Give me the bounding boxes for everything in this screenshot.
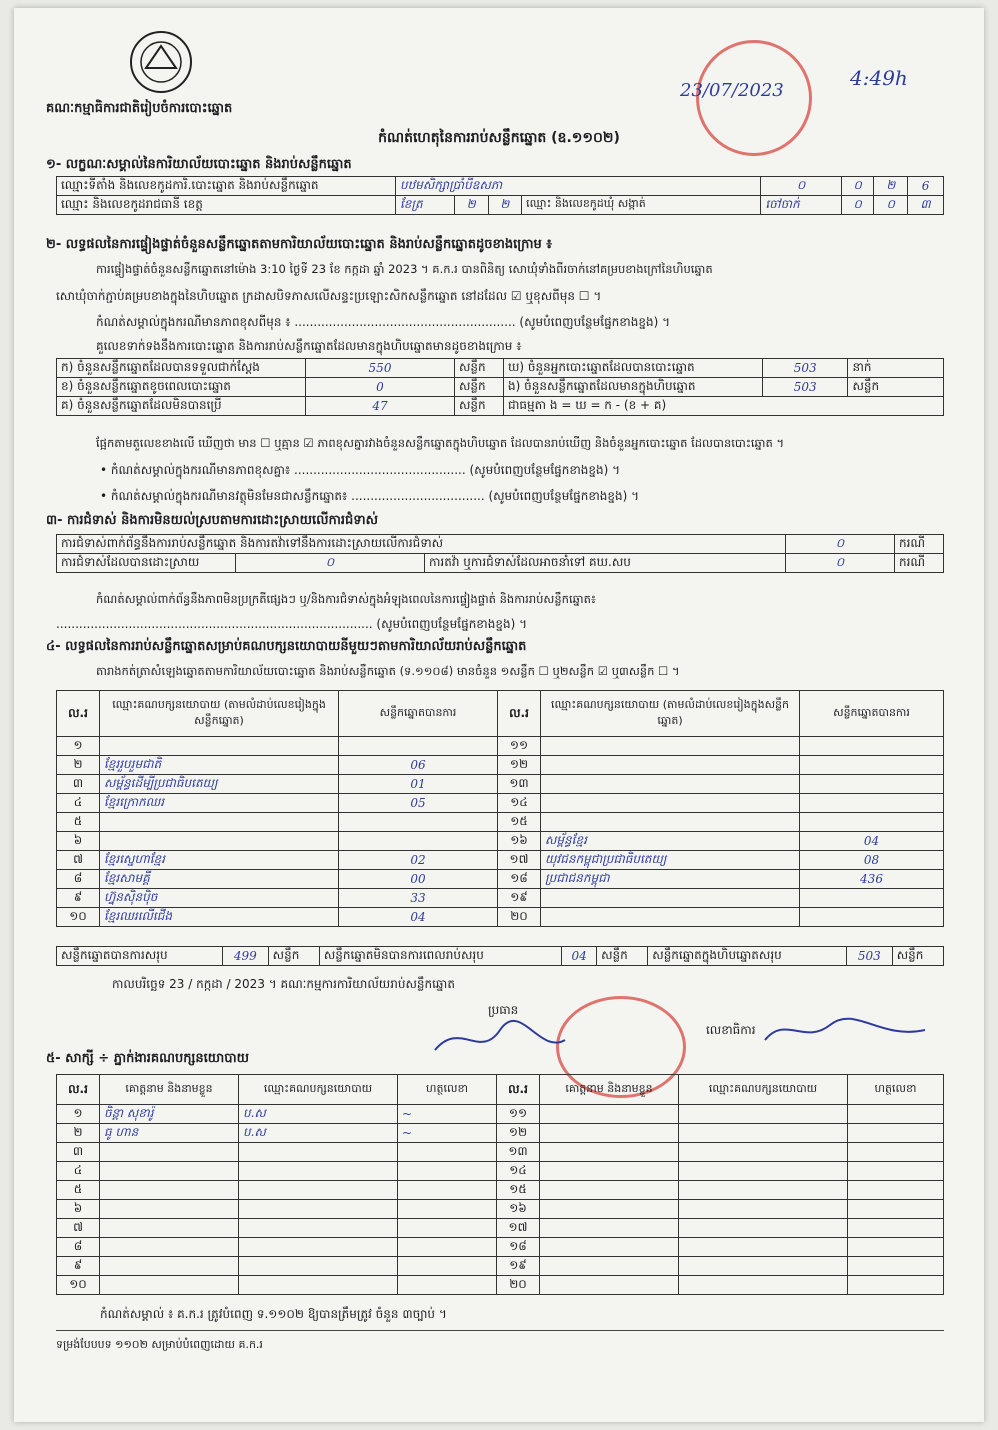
vote-count: 04 xyxy=(800,832,944,851)
unit-label: សន្លឹក xyxy=(455,359,504,378)
signature xyxy=(848,1276,944,1295)
unit-label: ករណី xyxy=(895,535,944,554)
row-number: ៥ xyxy=(57,1181,100,1200)
vote-count: 08 xyxy=(800,851,944,870)
party-name: ប្រជាជនកម្ពុជា xyxy=(541,870,800,889)
organization-name: គណៈកម្មាធិការជាតិរៀបចំការបោះឆ្នោត xyxy=(46,101,233,116)
col-name: គោត្តនាម និងនាមខ្លួន xyxy=(540,1075,679,1105)
witness-name xyxy=(100,1200,239,1219)
party-name xyxy=(541,813,800,832)
total-invalid-value: 04 xyxy=(562,947,597,966)
objection-label: ការជំទាស់ពាក់ព័ន្ធនឹងការរាប់សន្លឹកឆ្នោត និងការតវ៉ាទៅនឹងការដោះស្រាយលើការជំទាស់ xyxy=(57,535,786,554)
signature xyxy=(848,1219,944,1238)
witness-name xyxy=(540,1143,679,1162)
page-title: កំណត់ហេតុនៃការរាប់សន្លឹកឆ្នោត (ឧ.១១០២) xyxy=(378,130,620,146)
irregularity-note-cont: ................................................................................... (សូមបំពេញបន្ថែមផ្នែកខាងខ្នង) ។ xyxy=(56,617,527,631)
party-name: ហ្វ៊ុនស៊ិនប៉ិច xyxy=(100,889,339,908)
unused-ballots-label: គ) ចំនួនសន្លឹកឆ្នោតដែលមិនបានប្រើ xyxy=(57,397,306,416)
total-box-value: 503 xyxy=(846,947,892,966)
party-name xyxy=(541,756,800,775)
row-number: ១២ xyxy=(498,756,541,775)
row-number: ១៨ xyxy=(498,870,541,889)
row-number: ១៨ xyxy=(497,1238,540,1257)
vote-count xyxy=(339,832,498,851)
party-name xyxy=(679,1200,848,1219)
signature xyxy=(398,1200,497,1219)
vote-count xyxy=(800,737,944,756)
unit-label: សន្លឹក xyxy=(455,378,504,397)
row-number: ១២ xyxy=(497,1124,540,1143)
total-invalid-label: សន្លឹកឆ្នោតមិនបានការពេលរាប់សរុប xyxy=(319,947,561,966)
code-digit: ០ xyxy=(761,177,842,196)
col-sign: ហត្ថលេខា xyxy=(398,1075,497,1105)
figures-table xyxy=(56,358,944,416)
party-name xyxy=(541,737,800,756)
vote-count: 02 xyxy=(339,851,498,870)
verification-note: កំណត់សម្គាល់ក្នុងករណីមានភាពខុសពីមុន ៖ .......................................................... (សូមបំពេញបន្ថែមផ្នែកខាងខ្នង) ។ xyxy=(96,315,670,329)
signature xyxy=(398,1181,497,1200)
row-number: ៨ xyxy=(57,870,100,889)
col-name: គោត្តនាម និងនាមខ្លួន xyxy=(100,1075,239,1105)
row-number: ៤ xyxy=(57,794,100,813)
col-no: ល.រ xyxy=(57,1075,100,1105)
objection-value: ០ xyxy=(786,535,895,554)
party-name xyxy=(100,832,339,851)
party-name xyxy=(239,1219,398,1238)
resolved-value: ០ xyxy=(236,554,425,573)
section-1-heading: ១- លក្ខណៈសម្គាល់នៃការិយាល័យបោះឆ្នោត និងរាប់សន្លឹកឆ្នោត xyxy=(46,157,352,172)
table-row xyxy=(57,756,944,775)
table-row xyxy=(57,813,944,832)
row-number: ៩ xyxy=(57,889,100,908)
witness-name xyxy=(540,1181,679,1200)
witness-name xyxy=(540,1162,679,1181)
witness-name xyxy=(100,1257,239,1276)
party-name xyxy=(239,1143,398,1162)
party-name xyxy=(100,737,339,756)
witness-name xyxy=(540,1238,679,1257)
party-name xyxy=(239,1257,398,1276)
party-name xyxy=(541,775,800,794)
appeal-value: ០ xyxy=(786,554,895,573)
row-number: ២ xyxy=(57,1124,100,1143)
section-3-heading: ៣- ការជំទាស់ និងការមិនយល់ស្របតាមការដោះស្រាយលើការជំទាស់ xyxy=(46,513,378,528)
party-name: សម្ព័ន្ធដើម្បីប្រជាធិបតេយ្យ xyxy=(100,775,339,794)
signature xyxy=(398,1143,497,1162)
signature xyxy=(848,1238,944,1257)
code-digit: ២ xyxy=(874,177,908,196)
witness-table xyxy=(56,1074,944,1295)
vote-count xyxy=(800,794,944,813)
party-name xyxy=(239,1238,398,1257)
unit-label: សន្លឹក xyxy=(892,947,943,966)
row-number: ១៥ xyxy=(497,1181,540,1200)
objections-table xyxy=(56,534,944,573)
party-name xyxy=(679,1105,848,1124)
row-number: ១៣ xyxy=(497,1143,540,1162)
tally-sheet-line: តារាងកត់ត្រាសំឡេងឆ្នោតតាមការិយាល័យបោះឆ្នោត និងរាប់សន្លឹកឆ្នោត (ទ.១១០៨) មានចំនួន ១សន្លឹក ☐ ឬ២សន្លឹក ☑ ឬ៣សន្លឹក ☐ ។ xyxy=(96,664,680,678)
row-number: ១៧ xyxy=(498,851,541,870)
table-row xyxy=(57,889,944,908)
signature xyxy=(398,1219,497,1238)
witness-name xyxy=(540,1124,679,1143)
spoiled-ballots-label: ខ) ចំនួនសន្លឹកឆ្នោតខូចពេលបោះឆ្នោត xyxy=(57,378,306,397)
table-row xyxy=(57,1124,944,1143)
row-number: ១៦ xyxy=(497,1200,540,1219)
party-name: ខ្មែររួបរួមជាតិ xyxy=(100,756,339,775)
witness-name: ធូ ហាន xyxy=(100,1124,239,1143)
row-number: ៧ xyxy=(57,851,100,870)
party-name xyxy=(541,889,800,908)
vote-count: 04 xyxy=(339,908,498,927)
party-name: ខ្មែរសាមគ្គី xyxy=(100,870,339,889)
row-number: ២០ xyxy=(497,1276,540,1295)
witness-name xyxy=(100,1181,239,1200)
signature: ~ xyxy=(398,1105,497,1124)
chair-label: ប្រធាន xyxy=(488,1003,519,1017)
witness-name xyxy=(100,1238,239,1257)
total-box-label: សន្លឹកឆ្នោតក្នុងហិបឆ្នោតសរុប xyxy=(648,947,847,966)
party-name xyxy=(679,1162,848,1181)
ballots-in-box-label: ង) ចំនួនសន្លឹកឆ្នោតដែលមានក្នុងហិបឆ្នោត xyxy=(504,378,763,397)
form-footer: ទម្រង់បែបបទ ១១០២ សម្រាប់បំពេញដោយ គ.ក.រ xyxy=(56,1338,263,1351)
vote-count xyxy=(800,908,944,927)
figures-intro: គួលេខទាក់ទងនឹងការបោះឆ្នោត និងការរាប់សន្លឹកឆ្នោតដែលមានក្នុងហិបឆ្នោតមានដូចខាងក្រោម ៖ xyxy=(96,339,522,353)
party-name: ខ្មែរក្រោកឈរ xyxy=(100,794,339,813)
party-name: សម្ព័ន្ធខ្មែរ xyxy=(541,832,800,851)
appeal-label: ការតវ៉ា ឬការជំទាស់ដែលអាចនាំទៅ គឃ.សប xyxy=(425,554,786,573)
row-number: ១៩ xyxy=(497,1257,540,1276)
voters-label: ឃ) ចំនួនអ្នកបោះឆ្នោតដែលបានបោះឆ្នោត xyxy=(504,359,763,378)
section-4-heading: ៤- លទ្ធផលនៃការរាប់សន្លឹកឆ្នោតសម្រាប់គណបក្សនយោបាយនីមួយៗតាមការិយាល័យរាប់សន្លឹកឆ្នោត xyxy=(46,639,527,654)
date-line: កាលបរិច្ឆេទ 23 / កក្កដា / 2023 ។ គណៈកម្មការការិយាល័យរាប់សន្លឹកឆ្នោត xyxy=(112,977,455,991)
party-name xyxy=(239,1162,398,1181)
table-row xyxy=(57,1238,944,1257)
witness-name xyxy=(540,1257,679,1276)
code-digit: ០ xyxy=(841,177,874,196)
row-number: ៣ xyxy=(57,775,100,794)
row-number: ១១ xyxy=(497,1105,540,1124)
row-number: ១០ xyxy=(57,1276,100,1295)
row-number: ១៤ xyxy=(498,794,541,813)
party-name xyxy=(541,794,800,813)
province-name: ខែត្រ xyxy=(396,196,455,215)
party-name xyxy=(679,1124,848,1143)
witness-name: ចិន្ដា សុខារ៉ូ xyxy=(100,1105,239,1124)
table-row xyxy=(57,851,944,870)
row-number: ៦ xyxy=(57,832,100,851)
witness-name xyxy=(100,1162,239,1181)
secretary-signature xyxy=(760,1010,930,1050)
row-number: ១ xyxy=(57,1105,100,1124)
row-number: ១៩ xyxy=(498,889,541,908)
code-digit: 6 xyxy=(908,177,944,196)
row-number: ៣ xyxy=(57,1143,100,1162)
witness-name xyxy=(100,1143,239,1162)
party-name xyxy=(679,1238,848,1257)
row-number: ២០ xyxy=(498,908,541,927)
commune-name: ចៅចាក់ xyxy=(761,196,842,215)
table-row xyxy=(57,908,944,927)
col-votes: សន្លឹកឆ្នោតបានការ xyxy=(800,691,944,737)
witness-name xyxy=(540,1105,679,1124)
row-number: ៤ xyxy=(57,1162,100,1181)
party-name xyxy=(679,1276,848,1295)
table-row xyxy=(57,1276,944,1295)
row-number: ៥ xyxy=(57,813,100,832)
code-digit: ២ xyxy=(488,196,522,215)
col-party: ឈ្មោះគណបក្សនយោបាយ xyxy=(239,1075,398,1105)
row-number: ១៥ xyxy=(498,813,541,832)
section-1-table xyxy=(56,176,944,215)
col-no: ល.រ xyxy=(57,691,100,737)
divider xyxy=(56,1330,944,1331)
vote-count: 00 xyxy=(339,870,498,889)
code-digit: ២ xyxy=(454,196,488,215)
commune-label: ឈ្មោះ និងលេខកូដឃុំ សង្កាត់ xyxy=(522,196,761,215)
signature xyxy=(848,1105,944,1124)
vote-count: 05 xyxy=(339,794,498,813)
party-name: ខ្មែរស្នេហាខ្មែរ xyxy=(100,851,339,870)
polling-station-label: ឈ្មោះទីតាំង និងលេខកូដការិ.បោះឆ្នោត និងរាប់សន្លឹកឆ្នោត xyxy=(57,177,396,196)
party-name xyxy=(679,1219,848,1238)
table-row xyxy=(57,1200,944,1219)
total-valid-label: សន្លឹកឆ្នោតបានការសរុប xyxy=(57,947,223,966)
table-row xyxy=(57,1162,944,1181)
party-name xyxy=(239,1276,398,1295)
unit-label: សន្លឹក xyxy=(848,378,944,397)
vote-count xyxy=(800,756,944,775)
col-party: ឈ្មោះគណបក្សនយោបាយ (តាមលំដាប់លេខរៀងក្នុងសន្លឹកឆ្នោត) xyxy=(100,691,339,737)
signature xyxy=(848,1200,944,1219)
unit-label: ករណី xyxy=(895,554,944,573)
secretary-label: លេខាធិការ xyxy=(706,1023,756,1037)
unused-ballots-value: 47 xyxy=(306,397,455,416)
results-table xyxy=(56,690,944,927)
signature xyxy=(398,1276,497,1295)
footnote: កំណត់សម្គាល់ ៖ គ.ក.រ ត្រូវបំពេញ ទ.១១០២ ឱ្យបានត្រឹមត្រូវ ចំនួន ៣ច្បាប់ ។ xyxy=(100,1307,447,1321)
vote-count: 01 xyxy=(339,775,498,794)
party-name xyxy=(239,1200,398,1219)
table-row xyxy=(57,737,944,756)
col-votes: សន្លឹកឆ្នោតបានការ xyxy=(339,691,498,737)
chair-signature xyxy=(430,1010,570,1070)
polling-station-name: បឋមសិក្សាប្រាំបីឧសភា xyxy=(396,177,761,196)
col-no: ល.រ xyxy=(497,1075,540,1105)
party-name xyxy=(239,1181,398,1200)
party-name: ខ្មែរឈរលើជើង xyxy=(100,908,339,927)
signature xyxy=(398,1238,497,1257)
row-number: ៨ xyxy=(57,1238,100,1257)
row-number: ១ xyxy=(57,737,100,756)
party-name xyxy=(679,1181,848,1200)
table-row xyxy=(57,832,944,851)
vote-count: 436 xyxy=(800,870,944,889)
signature xyxy=(398,1162,497,1181)
spoiled-ballots-value: 0 xyxy=(306,378,455,397)
party-name: ប.ស xyxy=(239,1124,398,1143)
vote-count: 33 xyxy=(339,889,498,908)
section-5-heading: ៥- សាក្សី ÷ ភ្នាក់ងារគណបក្សនយោបាយ xyxy=(46,1051,249,1066)
formula: ជាធម្មតា ង = ឃ = ក - (ខ + គ) xyxy=(504,397,944,416)
signature: ~ xyxy=(398,1124,497,1143)
witness-name xyxy=(540,1276,679,1295)
witness-name xyxy=(100,1219,239,1238)
row-number: ១៧ xyxy=(497,1219,540,1238)
party-name: យុវជនកម្ពុជាប្រជាធិបតេយ្យ xyxy=(541,851,800,870)
stamp-date: 23/07/2023 xyxy=(680,80,784,101)
row-number: ១០ xyxy=(57,908,100,927)
verification-line-2: សោឃុំចាក់ភ្ជាប់គម្របខាងក្នុងនៃហិបឆ្នោត ក្រដាសបិទភាសលើសន្ទះប្រឡោះសិកសន្លឹកឆ្នោត នៅដដែល ☑ ឬខុសពីមុន ☐ ។ xyxy=(56,289,602,303)
vote-count xyxy=(800,775,944,794)
vote-count xyxy=(800,889,944,908)
table-row xyxy=(57,1105,944,1124)
received-ballots-label: ក) ចំនួនសន្លឹកឆ្នោតដែលបានទទួលជាក់ស្តែង xyxy=(57,359,306,378)
row-number: ៧ xyxy=(57,1219,100,1238)
table-row xyxy=(57,1181,944,1200)
table-row xyxy=(57,794,944,813)
witness-name xyxy=(540,1219,679,1238)
unit-label: សន្លឹក xyxy=(268,947,319,966)
table-row xyxy=(57,775,944,794)
col-no: ល.រ xyxy=(498,691,541,737)
party-name xyxy=(541,908,800,927)
vote-count xyxy=(800,813,944,832)
emblem-logo xyxy=(124,28,198,98)
foreign-object-note: • កំណត់សម្គាល់ក្នុងករណីមានវត្ថុមិនមែនជាសន្លឹកឆ្នោត៖ ................................... (សូមបំពេញបន្ថែមផ្នែកខាងខ្នង) ។ xyxy=(100,489,640,503)
row-number: ១៤ xyxy=(497,1162,540,1181)
difference-note: • កំណត់សម្គាល់ក្នុងករណីមានភាពខុសគ្នា៖ ............................................. (សូមបំពេញបន្ថែមផ្នែកខាងខ្នង) ។ xyxy=(100,463,621,477)
vote-count xyxy=(339,737,498,756)
party-name xyxy=(100,813,339,832)
party-name: ប.ស xyxy=(239,1105,398,1124)
section-2-heading: ២- លទ្ធផលនៃការផ្ទៀងផ្ទាត់ចំនួនសន្លឹកឆ្នោតតាមការិយាល័យបោះឆ្នោត និងរាប់សន្លឹកឆ្នោតដូចខាងក្រោម ៖ xyxy=(46,237,552,252)
difference-line: ផ្អែកតាមតួលេខខាងលើ ឃើញថា មាន ☐ ឬគ្មាន ☑ ភាពខុសគ្នារវាងចំនួនសន្លឹកឆ្នោតក្នុងហិបឆ្នោត ដែលបានរាប់ឃើញ និងចំនួនអ្នកបោះឆ្នោត ដែលបានបោះឆ្នោត ។ xyxy=(96,436,785,450)
province-label: ឈ្មោះ និងលេខកូដរាជធានី ខេត្ត xyxy=(57,196,396,215)
table-row xyxy=(57,1257,944,1276)
row-number: ២ xyxy=(57,756,100,775)
unit-label: សន្លឹក xyxy=(455,397,504,416)
row-number: ៩ xyxy=(57,1257,100,1276)
code-digit: ៣ xyxy=(908,196,944,215)
totals-row xyxy=(56,946,944,966)
code-digit: ០ xyxy=(841,196,874,215)
row-number: ១៣ xyxy=(498,775,541,794)
table-row xyxy=(57,1219,944,1238)
unit-label: សន្លឹក xyxy=(597,947,648,966)
code-digit: ០ xyxy=(874,196,908,215)
witness-name xyxy=(100,1276,239,1295)
party-name xyxy=(679,1257,848,1276)
row-number: ១១ xyxy=(498,737,541,756)
stamp-time: 4:49h xyxy=(850,66,908,90)
verification-line-1: ការផ្ទៀងផ្ទាត់ចំនួនសន្លឹកឆ្នោតនៅម៉ោង 3:10 ថ្ងៃទី 23 ខែ កក្កដា ឆ្នាំ 2023 ។ គ.ក.រ បានពិនិត្យ សោឃុំទាំងពីរចាក់នៅគម្របខាងក្រៅនៃហិបឆ្នោត xyxy=(96,262,713,276)
irregularity-note: កំណត់សម្គាល់ពាក់ព័ន្ធនឹងភាពមិនប្រក្រតីផ្សេងៗ ឬ/និងការជំទាស់ក្នុងអំឡុងពេលនៃការផ្ទៀងផ្ទាត់ និងការរាប់សន្លឹកឆ្នោត៖ xyxy=(96,592,596,606)
col-sign: ហត្ថលេខា xyxy=(848,1075,944,1105)
table-row xyxy=(57,1143,944,1162)
witness-name xyxy=(540,1200,679,1219)
total-valid-value: 499 xyxy=(222,947,268,966)
voters-value: 503 xyxy=(763,359,848,378)
row-number: ៦ xyxy=(57,1200,100,1219)
unit-label: នាក់ xyxy=(848,359,944,378)
vote-count: 06 xyxy=(339,756,498,775)
vote-count xyxy=(339,813,498,832)
row-number: ១៦ xyxy=(498,832,541,851)
signature xyxy=(848,1162,944,1181)
resolved-label: ការជំទាស់ដែលបានដោះស្រាយ xyxy=(57,554,236,573)
party-name xyxy=(679,1143,848,1162)
ballots-in-box-value: 503 xyxy=(763,378,848,397)
signature xyxy=(848,1124,944,1143)
signature xyxy=(848,1181,944,1200)
col-party: ឈ្មោះគណបក្សនយោបាយ (តាមលំដាប់លេខរៀងក្នុងសន្លឹកឆ្នោត) xyxy=(541,691,800,737)
signature xyxy=(848,1143,944,1162)
signature xyxy=(398,1257,497,1276)
signature xyxy=(848,1257,944,1276)
col-party: ឈ្មោះគណបក្សនយោបាយ xyxy=(679,1075,848,1105)
table-row xyxy=(57,870,944,889)
received-ballots-value: 550 xyxy=(306,359,455,378)
